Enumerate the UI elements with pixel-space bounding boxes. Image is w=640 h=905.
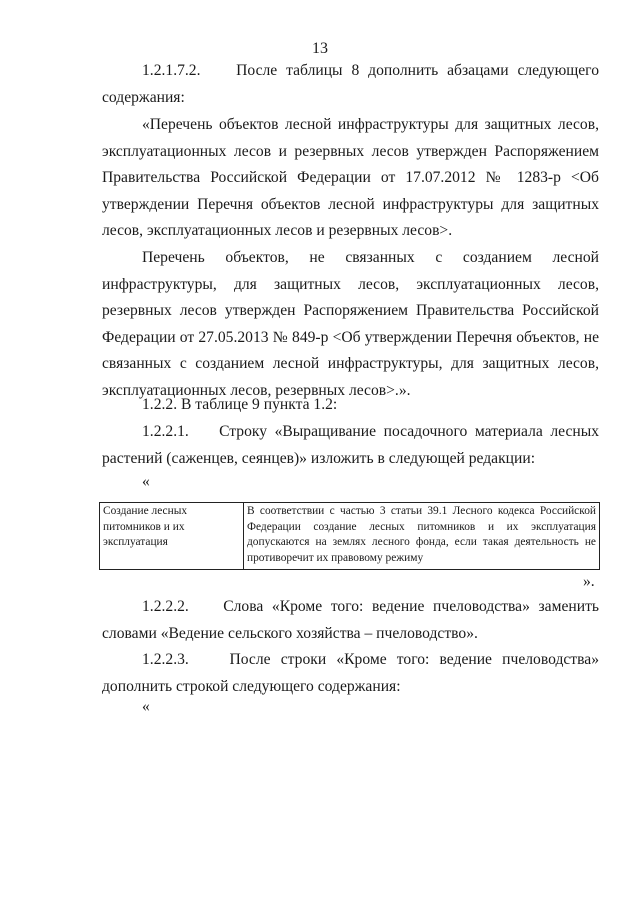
paragraph-1-2-2-2: 1.2.2.2. Слова «Кроме того: ведение пчеловодства» заменить словами «Ведение сельского хозяйства – пчеловодство». xyxy=(102,598,599,642)
table-cell-description: В соответствии с частью 3 статьи 39.1 Лесного кодекса Российской Федерации создание лесных питомников и их эксплуатация допускаются на землях лесного фонда, если такая деятельность не противоречит их правовому режиму xyxy=(244,503,600,570)
quote-close: ». xyxy=(583,573,595,590)
inserted-table xyxy=(99,502,600,570)
page-number: 13 xyxy=(312,40,328,57)
quote-open: « xyxy=(142,473,150,490)
paragraph-1-2-1-7-2: 1.2.1.7.2. После таблицы 8 дополнить абзацами следующего содержания: xyxy=(102,62,599,106)
paragraph-1-2-2-1: 1.2.2.1. Строку «Выращивание посадочного материала лесных растений (саженцев, сеянцев)» изложить в следующей редакции: xyxy=(102,423,599,467)
paragraph-1-2-2-3: 1.2.2.3. После строки «Кроме того: ведение пчеловодства» дополнить строкой следующего содержания: xyxy=(102,651,599,695)
paragraph-infrastructure-list: «Перечень объектов лесной инфраструктуры для защитных лесов, эксплуатационных лесов и резервных лесов утвержден Распоряжением Правительства Российской Федерации от 17.07.2012 № 1283-р <Об утверждении Перечня объектов лесной инфраструктуры для защитных лесов, эксплуатационных лесов и резервных лесов>. xyxy=(102,116,599,240)
quote-open-2: « xyxy=(142,698,150,715)
paragraph-1-2-2: 1.2.2. В таблице 9 пункта 1.2: xyxy=(142,396,338,413)
table-row xyxy=(100,503,600,570)
paragraph-non-infrastructure-list: Перечень объектов, не связанных с созданием лесной инфраструктуры, для защитных лесов, эксплуатационных лесов, резервных лесов утвержден Распоряжением Правительства Российской Федерации от 27.05.2013 № 849-р <Об утверждении Перечня объектов, не связанных с созданием лесной инфраструктуры, для защитных лесов, эксплуатационных лесов, резервных лесов>.». xyxy=(102,249,599,399)
table-cell-activity: Создание лесных питомников и их эксплуатация xyxy=(100,503,244,570)
